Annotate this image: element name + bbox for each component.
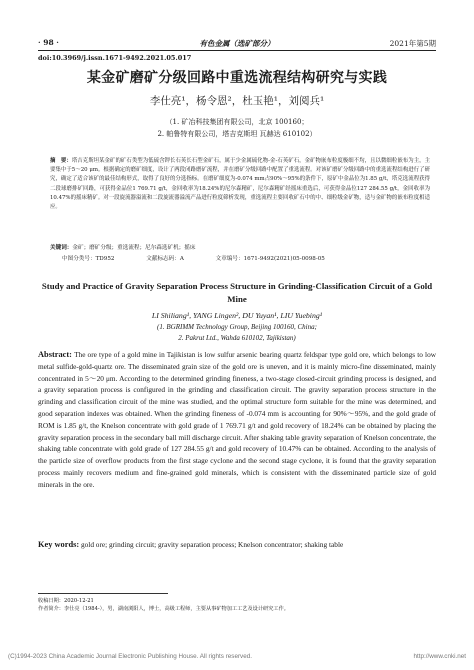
keywords-english-label: Key words: [38,540,80,549]
classification-chinese [62,254,430,262]
document-code: 文献标志码：A [146,256,184,262]
keywords-english-text: gold ore; grinding circuit; gravity separation process; Knelson concentrator; shaking table [81,540,344,549]
affiliation-chinese-2: 2. 帕鲁特有限公司，塔吉克斯坦 瓦赫达 610102） [157,130,317,138]
abstract-chinese [50,157,430,212]
article-number: 文章编号：1671-9492(2021)05-0098-05 [215,256,325,262]
keywords-english [38,539,436,551]
doi: doi:10.3969/j.issn.1671-9492.2021.05.017 [38,54,192,62]
keywords-chinese [50,243,430,251]
title-chinese: 某金矿磨矿分级回路中重选流程结构研究与实践 [86,70,388,86]
cnki-link[interactable]: http://www.cnki.net [413,653,466,660]
copyright-text: (C)1994-2023 China Academic Journal Electronic Publishing House. All rights reserved. [8,653,252,660]
title-english: Study and Practice of Gravity Separation Process Structure in Grinding-Classification Circuit of a Gold Mine [41,281,433,304]
page-number: · 98 · [38,38,59,47]
abstract-english-text: The ore type of a gold mine in Tajikistan is low sulfur arsenic bearing quartz feldspar type gold ore, which belongs to low metal sulfide-gold-quartz ore. The disseminated grain size of the gold ore is uneven, and it is mainly micro-fine disseminated, mainly concentrated in 5～20 μm. According to the determined grinding fineness, a two-stage closed-circuit grinding process is designed, and a gravity separation process is configured in the grinding and classification circuit. The gravity separation process structure in the grinding and classification circuit of the mine was studied, and the optimal structure form suitable for the mine was determined, and good separation indexes was obtained. When the grinding fineness of -0.074 mm is accounting for 90%～95%, and the gold grade of ROM is 1.85 g/t, the Knelson concentrate with gold grade of 1 769.71 g/t and gold recovery of 18.24% can be obtained by placing the gravity separation process in the secondary ball mill discharge circuit. After shaking table gravity separation of Knelson concentrate, the shaking table concentrate with gold grade of 127 284.55 g/t and gold recovery of 10.47% can be obtained. According to the analysis of the particle size of overflow products from the first stage cyclone and the second stage cyclone, it is found that the gravity separation process mainly recovers medium and fine-grained gold minerals, which is consistent with the disseminated particle size of gold minerals in the ore. [38,350,436,489]
footnote-rule [38,593,168,594]
issue-label: 2021年第5期 [389,39,436,48]
header-rule [38,50,436,51]
keywords-chinese-text: 金矿；磨矿分级；重选流程；尼尔森选矿机；摇床 [72,245,196,251]
affiliation-english-1: (1. BGRIMM Technology Group, Beijing 100160, China; [157,323,317,331]
authors-english: LI Shiliang¹, YANG Lingen², DU Yuyan¹, LIU Yuebing¹ [151,311,323,320]
abstract-english-label: Abstract: [38,350,72,359]
journal-name: 有色金属（选矿部分） [199,39,275,48]
abstract-chinese-text: 塔吉克斯坦某金矿的矿石类型为低硫含钾长石英长石型金矿石，属于少金属硫化物-金-石英矿石，金矿物嵌布粒度极细不均，且以微细粒嵌布为主，主要集中于5～20 μm。根据确定的磨矿细度，设计了两段闭路磨矿流程，并在磨矿分级回路中配置了重选流程。对该矿磨矿分级回路中的重选流程结构进行了研究，确定了适合该矿的最佳结构形式，取得了良好的分选指标。在磨矿细度为-0.074 mm占90%～95%的条件下，原矿中金品位为1.85 g/t，塔克选流程获得二段球磨排矿回路，可获得金品位1 769.71 g/t，金回收率为18.24%的尼尔森精矿，尼尔森精矿经摇床重选后，可获得金品位127 284.55 g/t，金回收率为10.47%的摇床精矿。对一段旋流器溢流和二段旋流器溢流产品进行粒度筛析发现，重选流程主要回收矿石中的中、细粒级金矿物，适与金矿物的嵌布粒度相适应。 [50,158,430,211]
page-header [38,38,436,50]
authors-chinese: 李仕亮¹，杨令恩²，杜玉艳¹，刘阅兵¹ [149,95,325,107]
clc-number: 中图分类号：TD952 [62,256,115,262]
keywords-chinese-label: 关键词： [50,245,73,251]
received-date: 收稿日期：2020-12-21 [38,598,94,604]
affiliation-chinese-1: （1. 矿冶科技集团有限公司，北京 100160； [165,118,309,126]
affiliation-english-2: 2. Pakrut Ltd., Wahda 610102, Tajikistan) [178,334,296,342]
author-bio: 作者简介：李仕亮（1984-），男，湖南浏阳人，博士，高级工程师，主要从事矿物加工工艺及设计研究工作。 [38,606,289,612]
abstract-chinese-label: 摘 要： [50,158,72,164]
abstract-english [38,349,436,491]
